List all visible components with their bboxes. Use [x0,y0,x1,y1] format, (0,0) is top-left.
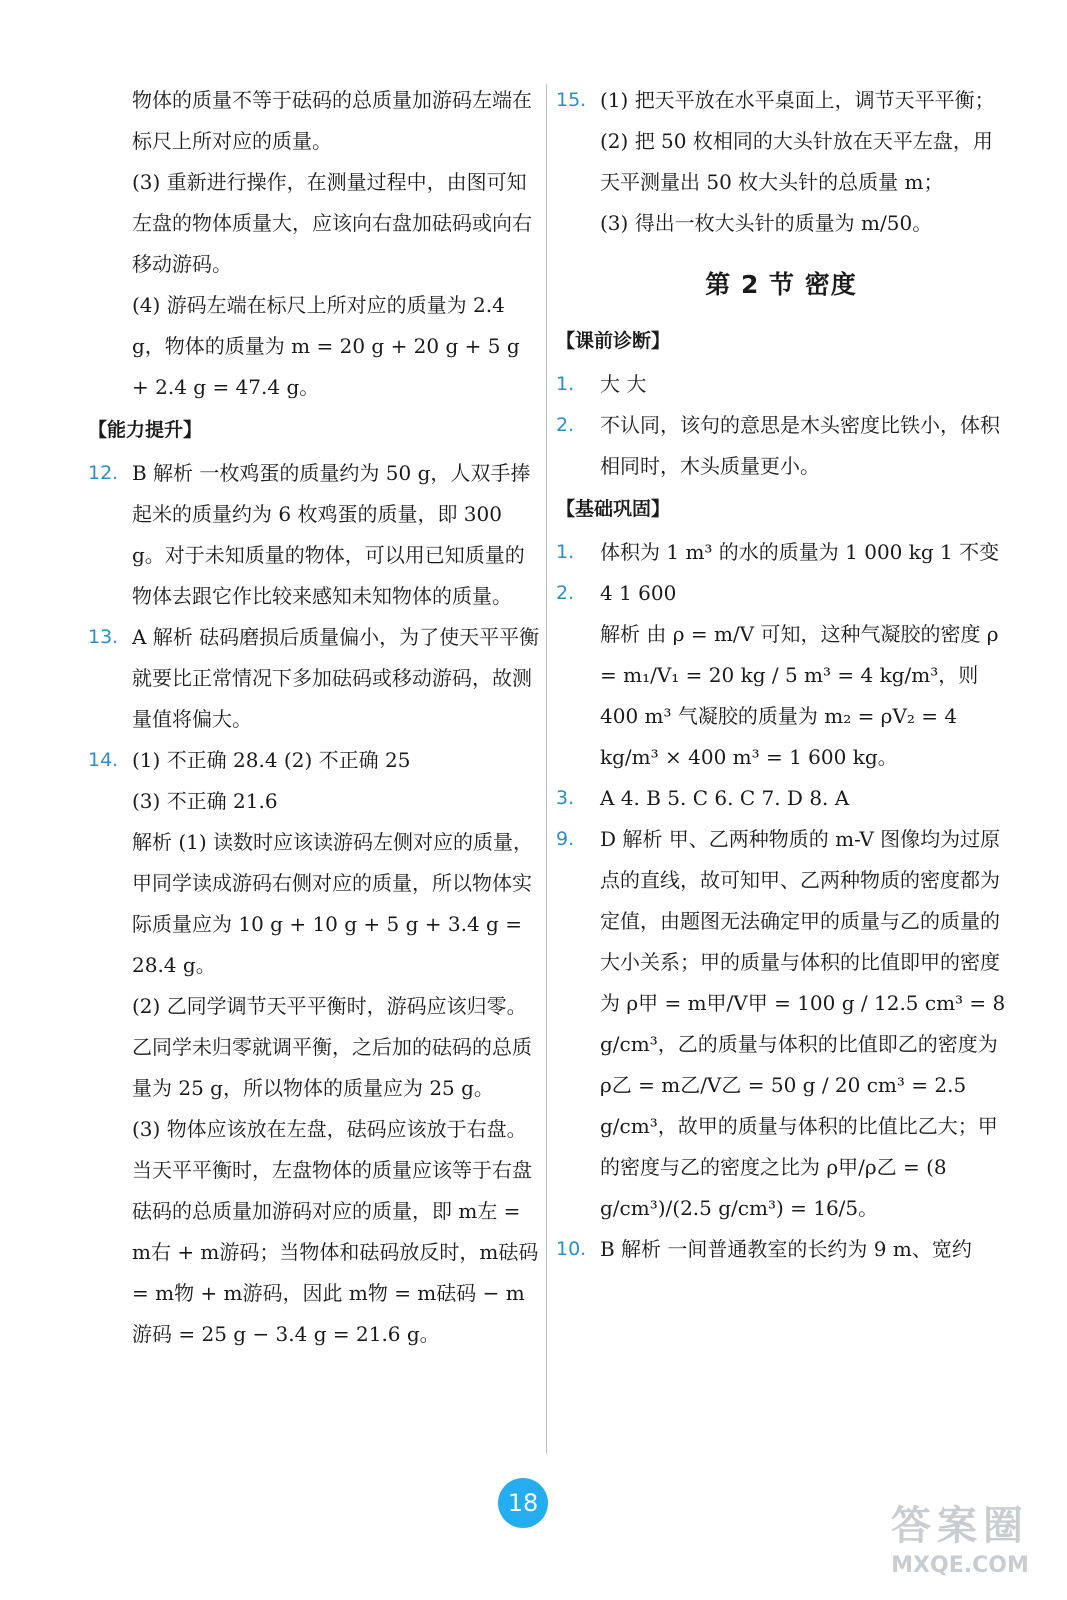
answer-text: (3) 得出一枚大头针的质量为 m/50。 [600,211,933,235]
answer-text: A 解析 砝码磨损后质量偏小，为了使天平平衡就要比正常情况下多加砝码或移动游码，故测量值将偏大。 [132,625,540,731]
answer-text: 大 大 [600,372,647,396]
question-number: 2. [556,582,575,604]
question-number: 12. [88,462,119,484]
question-number: 1. [556,373,575,395]
answer-text: (2) 乙同学调节天平平衡时，游码应该归零。乙同学未归零就调平衡，之后加的砝码的总质量为 25 g，所以物体的质量应为 25 g。 [132,994,532,1100]
answer-text: 不认同，该句的意思是木头密度比铁小，体积相同时，木头质量更小。 [600,413,1000,478]
answer-item [556,614,1006,778]
answer-item [556,778,1006,819]
page-number: 18 [498,1478,548,1528]
answer-text: (4) 游码左端在标尺上所对应的质量为 2.4 g，物体的质量为 m = 20 g + 20 g + 5 g + 2.4 g = 47.4 g。 [132,293,520,399]
question-number: 15. [556,89,587,111]
answer-item [88,617,540,740]
answer-item [88,986,540,1109]
answer-item [556,80,1006,121]
question-number: 14. [88,749,119,771]
question-number: 10. [556,1238,587,1260]
right-column [556,80,1006,1270]
answer-text: (3) 不正确 21.6 [132,789,278,813]
answer-item [556,573,1006,614]
answer-text: (2) 把 50 枚相同的大头针放在天平左盘，用天平测量出 50 枚大头针的总质量 m； [600,129,993,194]
question-number: 13. [88,626,119,648]
answer-text: B 解析 一间普通教室的长约为 9 m、宽约 [600,1237,972,1261]
question-number: 2. [556,414,575,436]
question-number: 3. [556,787,575,809]
answer-item [88,285,540,408]
answer-item [556,364,1006,405]
answer-item [88,822,540,986]
answer-item [88,1109,540,1355]
watermark-logo [870,1500,1050,1590]
answer-item [556,405,1006,487]
answer-text: D 解析 甲、乙两种物质的 m-V 图像均为过原点的直线，故可知甲、乙两种物质的密度都为定值，由题图无法确定甲的质量与乙的质量的大小关系；甲的质量与体积的比值即甲的密度为 ρ甲 = m甲/V甲 = 100 g / 12.5 cm³ = 8 g/cm³，乙的质量与体积的比值即乙的密度为 ρ乙 = m乙/V乙 = 50 g / 20 cm³ = 2.5 g/cm³，故甲的质量与体积的比值比乙大；甲的密度与乙的密度之比为 ρ甲/ρ乙 = (8 g/cm³)/(2.5 g/cm³) = 16/5。 [600,827,1006,1220]
question-number: 1. [556,541,575,563]
watermark-url: MXQE.COM [891,1553,1029,1578]
answer-item [556,121,1006,203]
column-divider [546,84,547,1454]
left-column [88,80,540,1355]
section-heading: 【课前诊断】 [556,330,671,352]
answer-text: B 解析 一枚鸡蛋的质量约为 50 g，人双手捧起米的质量约为 6 枚鸡蛋的质量，即 300 g。对于未知质量的物体，可以用已知质量的物体去跟它作比较来感知未知物体的质量。 [132,461,531,608]
answer-item [556,203,1006,244]
question-number: 9. [556,828,575,850]
answer-item [88,162,540,285]
answer-text: A 4. B 5. C 6. C 7. D 8. A [600,786,850,810]
answer-item [88,740,540,781]
answer-item [88,453,540,617]
answer-text: (1) 不正确 28.4 (2) 不正确 25 [132,748,411,772]
answer-item [556,1229,1006,1270]
answer-item [556,532,1006,573]
answer-text: 体积为 1 m³ 的水的质量为 1 000 kg 1 不变 [600,540,1000,564]
answer-text: (1) 把天平放在水平桌面上，调节天平平衡； [600,88,995,112]
answer-text: 解析 由 ρ = m/V 可知，这种气凝胶的密度 ρ = m₁/V₁ = 20 kg / 5 m³ = 4 kg/m³，则 400 m³ 气凝胶的质量为 m₂ = ρV₂ = 4 kg/m³ × 400 m³ = 1 600 kg。 [600,622,999,769]
answer-text: 4 1 600 [600,581,677,605]
answer-text: (3) 物体应该放在左盘，砝码应该放于右盘。当天平平衡时，左盘物体的质量应该等于右盘砝码的总质量加游码对应的质量，即 m左 = m右 + m游码；当物体和砝码放反时，m砝码 = m物 + m游码，因此 m物 = m砝码 − m游码 = 25 g − 3.4 g = 21.6 g。 [132,1117,539,1346]
answer-item [556,819,1006,1229]
answer-item [88,80,540,162]
answer-text: (3) 重新进行操作，在测量过程中，由图可知左盘的物体质量大，应该向右盘加砝码或向右移动游码。 [132,170,532,276]
answer-text: 物体的质量不等于砝码的总质量加游码左端在标尺上所对应的质量。 [132,88,532,153]
answer-item [88,781,540,822]
section-title: 第 2 节 密度 [705,270,857,299]
section-heading: 【能力提升】 [88,419,203,441]
answer-text: 解析 (1) 读数时应该读游码左侧对应的质量，甲同学读成游码右侧对应的质量，所以物体实际质量应为 10 g + 10 g + 5 g + 3.4 g = 28.4 g。 [132,830,534,977]
section-heading: 【基础巩固】 [556,498,671,520]
watermark-text: 答案圈 [891,1503,1029,1549]
